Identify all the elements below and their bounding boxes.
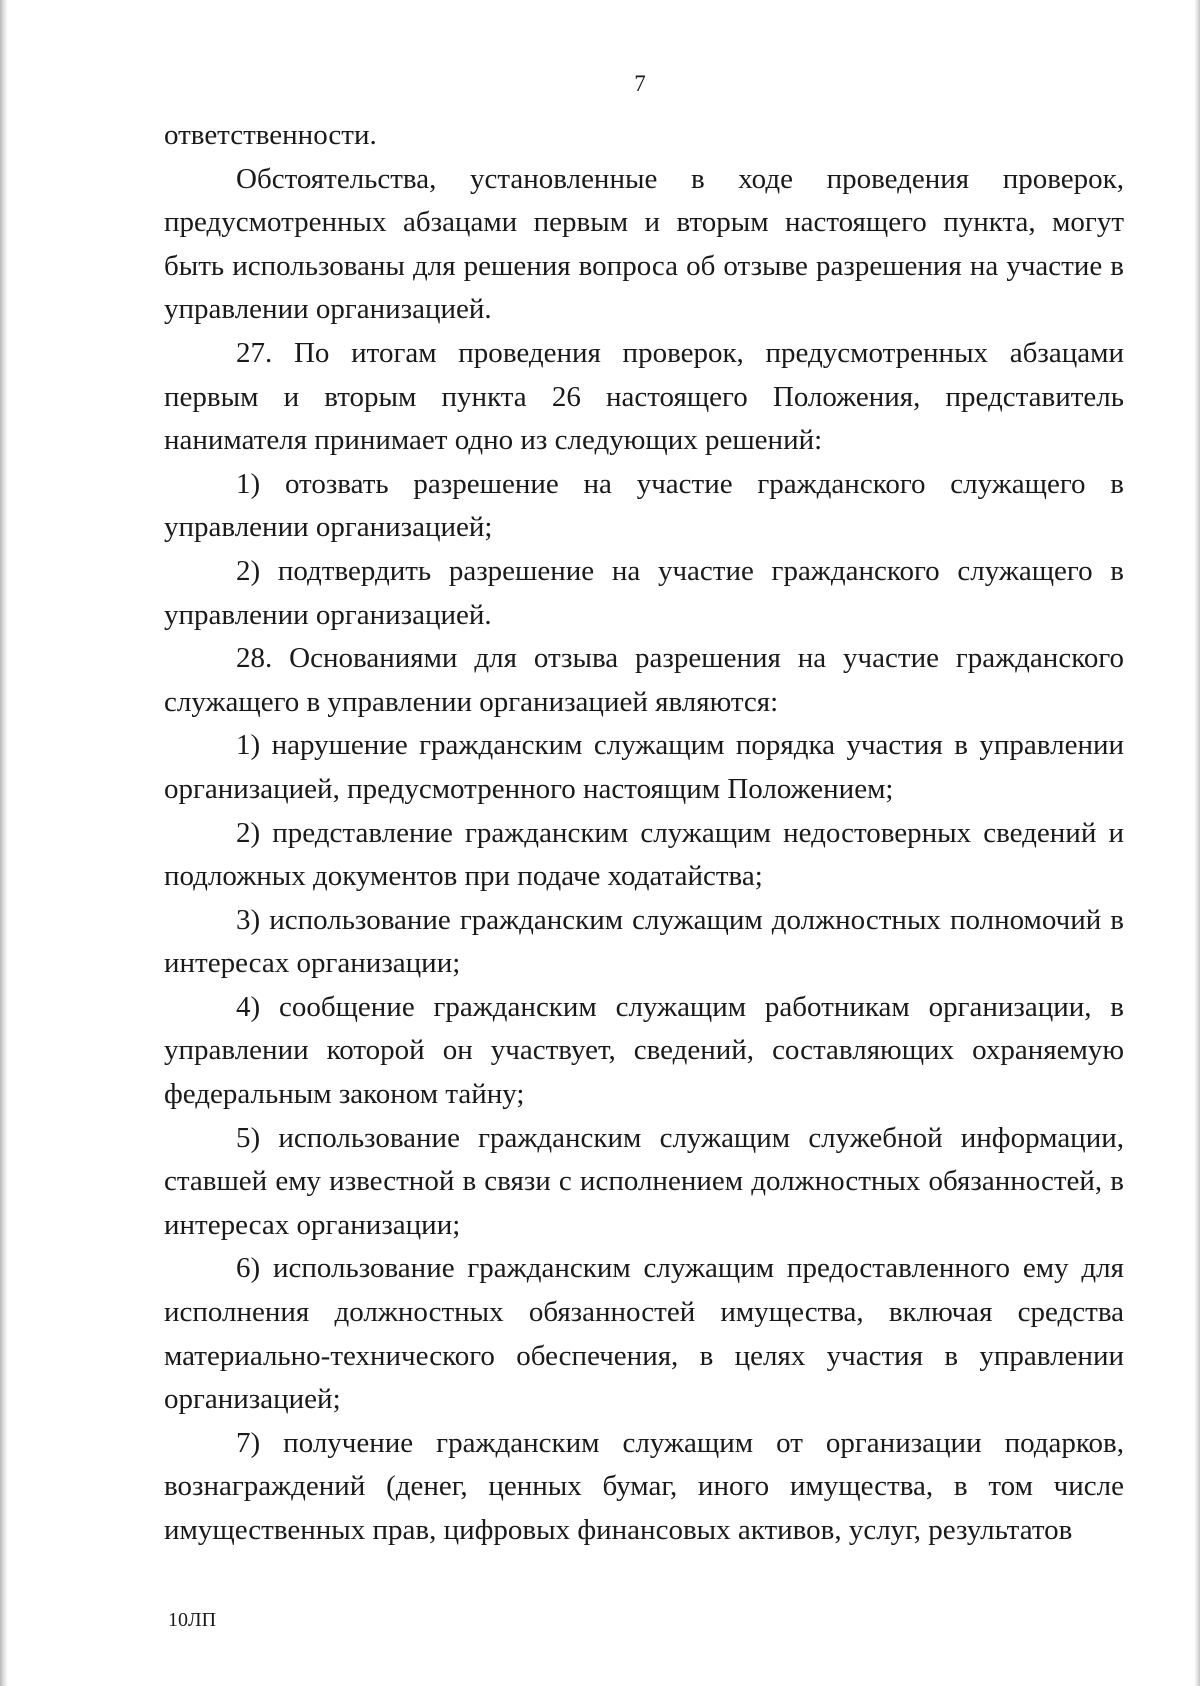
paragraph-continuation: ответственности. <box>164 119 377 151</box>
list-item-28-3: 3) использование гражданским служащим должностных полномочий в интересах организации; <box>164 903 1124 980</box>
list-item-28-2: 2) представление гражданским служащим недостоверных сведений и подложных документов при подаче ходатайства; <box>164 816 1124 893</box>
list-item-28-6: 6) использование гражданским служащим предоставленного ему для исполнения должностных обязанностей имущества, включая средства материально-технического обеспечения, в целях участия в управлении организацией; <box>164 1252 1124 1416</box>
list-item-28-7: 7) получение гражданским служащим от организации подарков, вознаграждений (денег, ценных бумаг, иного имущества, в том числе имущественных прав, цифровых финансовых активов, услуг, результатов <box>164 1426 1124 1546</box>
list-item-28-1: 1) нарушение гражданским служащим порядка участия в управлении организацией, предусмотренного настоящим Положением; <box>164 729 1124 805</box>
list-item-28-5: 5) использование гражданским служащим служебной информации, ставшей ему известной в связи с исполнением должностных обязанностей, в интересах организации; <box>164 1121 1124 1241</box>
paragraph-circumstances: Обстоятельства, установленные в ходе проведения проверок, предусмотренных абзацами первым и вторым настоящего пункта, могут быть использованы для решения вопроса об отзыве разрешения на участие в управлении организацией. <box>164 162 1124 326</box>
list-item-27-2: 2) подтвердить разрешение на участие гражданского служащего в управлении организацией. <box>164 554 1124 631</box>
list-item-28-4: 4) сообщение гражданским служащим работникам организации, в управлении которой он участвует, сведений, составляющих охраняемую федеральным законом тайну; <box>164 990 1124 1111</box>
scan-edge-left <box>0 0 8 1686</box>
paragraph-clause-27: 27. По итогам проведения проверок, предусмотренных абзацами первым и вторым пункта 26 настоящего Положения, представитель нанимателя принимает одно из следующих решений: <box>164 336 1124 457</box>
list-item-27-1: 1) отозвать разрешение на участие гражданского служащего в управлении организацией; <box>164 467 1124 544</box>
footer-document-code: 10ЛП <box>168 1609 217 1631</box>
document-body <box>164 114 1124 1553</box>
scan-edge-right <box>1194 0 1200 1686</box>
page-number: 7 <box>634 71 646 96</box>
paragraph-clause-28: 28. Основаниями для отзыва разрешения на участие гражданского служащего в управлении организацией являются: <box>164 642 1124 718</box>
